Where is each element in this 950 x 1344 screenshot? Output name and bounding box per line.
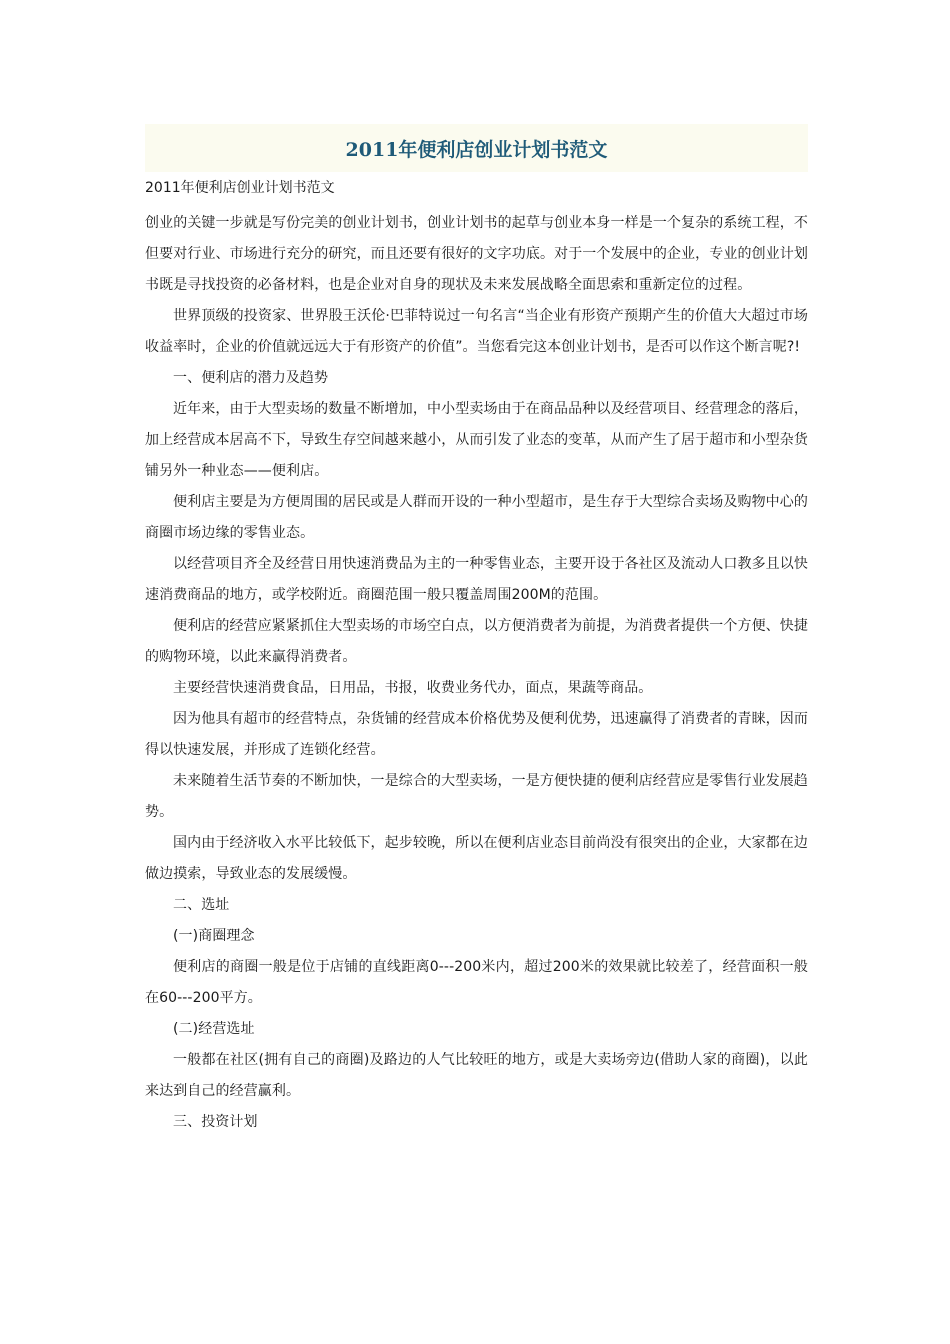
body-paragraph: 创业的关键一步就是写份完美的创业计划书，创业计划书的起草与创业本身一样是一个复杂的系统工程，不但要对行业、市场进行充分的研究，而且还要有很好的文字功底。对于一个发展中的企业，专业的创业计划书既是寻找投资的必备材料，也是企业对自身的现状及未来发展战略全面思索和重新定位的过程。 (145, 215, 808, 293)
body-paragraph: 便利店主要是为方便周围的居民或是人群而开设的一种小型超市，是生存于大型综合卖场及购物中心的商圈市场边缘的零售业态。 (145, 494, 808, 541)
body-paragraph: 国内由于经济收入水平比较低下，起步较晚，所以在便利店业态目前尚没有很突出的企业，大家都在边做边摸索，导致业态的发展缓慢。 (145, 835, 808, 882)
body-paragraph: 近年来，由于大型卖场的数量不断增加，中小型卖场由于在商品品种以及经营项目、经营理念的落后，加上经营成本居高不下，导致生存空间越来越小，从而引发了业态的变革，从而产生了居于超市和小型杂货铺另外一种业态——便利店。 (145, 401, 808, 479)
title-banner (145, 124, 808, 172)
body-paragraph: 主要经营快速消费食品，日用品，书报，收费业务代办，面点，果蔬等商品。 (173, 680, 653, 696)
document-body (145, 208, 808, 1138)
body-paragraph: (二)经营选址 (173, 1021, 255, 1037)
document-page (145, 124, 808, 1138)
body-paragraph: 一、便利店的潜力及趋势 (173, 370, 329, 386)
body-paragraph: (一)商圈理念 (173, 928, 255, 944)
body-paragraph: 一般都在社区(拥有自己的商圈)及路边的人气比较旺的地方，或是大卖场旁边(借助人家的商圈)，以此来达到自己的经营赢利。 (145, 1052, 808, 1099)
body-paragraph: 二、选址 (173, 897, 230, 913)
body-paragraph: 世界顶级的投资家、世界股王沃伦·巴菲特说过一句名言“当企业有形资产预期产生的价值大大超过市场收益率时，企业的价值就远远大于有形资产的价值”。当您看完这本创业计划书，是否可以作这个断言呢?! (145, 308, 808, 355)
document-title: 2011年便利店创业计划书范文 (345, 139, 608, 161)
body-paragraph: 因为他具有超市的经营特点，杂货铺的经营成本价格优势及便利优势，迅速赢得了消费者的青睐，因而得以快速发展，并形成了连锁化经营。 (145, 711, 808, 758)
body-paragraph: 三、投资计划 (173, 1114, 258, 1130)
body-paragraph: 未来随着生活节奏的不断加快，一是综合的大型卖场，一是方便快捷的便利店经营应是零售行业发展趋势。 (145, 773, 808, 820)
body-paragraph: 便利店的商圈一般是位于店铺的直线距离0---200米内，超过200米的效果就比较差了，经营面积一般在60---200平方。 (145, 959, 808, 1006)
document-subtitle: 2011年便利店创业计划书范文 (145, 180, 335, 196)
body-paragraph: 以经营项目齐全及经营日用快速消费品为主的一种零售业态，主要开设于各社区及流动人口教多且以快速消费商品的地方，或学校附近。商圈范围一般只覆盖周围200M的范围。 (145, 556, 808, 603)
body-paragraph: 便利店的经营应紧紧抓住大型卖场的市场空白点，以方便消费者为前提，为消费者提供一个方便、快捷的购物环境，以此来赢得消费者。 (145, 618, 808, 665)
